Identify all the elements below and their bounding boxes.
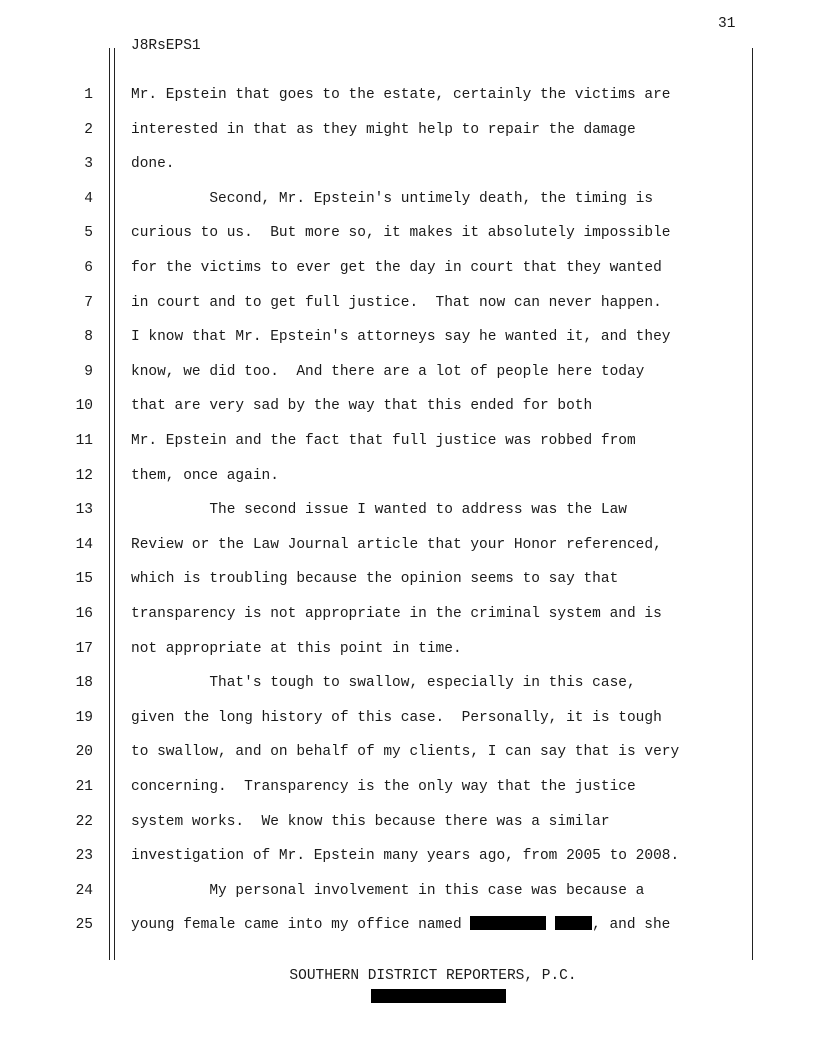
line-number: 20 bbox=[75, 744, 93, 761]
transcript-line: transparency is not appropriate in the criminal system and is bbox=[131, 606, 662, 622]
line-number: 7 bbox=[84, 294, 93, 311]
line-number: 23 bbox=[75, 848, 93, 865]
line-number: 3 bbox=[84, 156, 93, 173]
redaction-block bbox=[371, 989, 506, 1003]
line-number: 8 bbox=[84, 329, 93, 346]
transcript-line: to swallow, and on behalf of my clients, I can say that is very bbox=[131, 744, 680, 761]
margin-rule-left-inner bbox=[114, 48, 115, 960]
transcript-line: for the victims to ever get the day in court that they wanted bbox=[131, 260, 662, 276]
line-number: 22 bbox=[75, 813, 93, 830]
transcript-line: interested in that as they might help to repair the damage bbox=[131, 121, 636, 138]
line-number: 24 bbox=[75, 882, 93, 899]
transcript-line: curious to us. But more so, it makes it absolutely impossible bbox=[131, 225, 671, 242]
line-number: 14 bbox=[75, 536, 93, 553]
line-number: 25 bbox=[75, 917, 93, 934]
redaction-block bbox=[555, 916, 592, 930]
transcript-line: Second, Mr. Epstein's untimely death, the timing is bbox=[131, 190, 654, 207]
line-number: 5 bbox=[84, 225, 93, 242]
line-text-after: , and she bbox=[592, 917, 671, 934]
line-number: 11 bbox=[75, 433, 93, 449]
transcript-line: Mr. Epstein and the fact that full justice was robbed from bbox=[131, 433, 636, 449]
transcript-line: concerning. Transparency is the only way that the justice bbox=[131, 779, 636, 795]
transcript-line: Review or the Law Journal article that your Honor referenced, bbox=[131, 536, 662, 553]
line-text-before: young female came into my office named bbox=[131, 917, 471, 934]
transcript-line: I know that Mr. Epstein's attorneys say he wanted it, and they bbox=[131, 329, 671, 346]
line-number: 21 bbox=[75, 779, 93, 795]
line-number: 10 bbox=[75, 398, 93, 415]
redaction-block bbox=[470, 916, 546, 930]
line-number: 16 bbox=[75, 606, 93, 622]
line-number: 19 bbox=[75, 709, 93, 726]
transcript-line: That's tough to swallow, especially in this case, bbox=[131, 675, 636, 692]
transcript-line: in court and to get full justice. That now can never happen. bbox=[131, 294, 662, 311]
transcript-line: not appropriate at this point in time. bbox=[131, 640, 462, 657]
transcript-line: given the long history of this case. Personally, it is tough bbox=[131, 709, 662, 726]
line-text-between bbox=[546, 917, 555, 933]
transcript-line: My personal involvement in this case was because a bbox=[131, 882, 645, 899]
transcript-line: investigation of Mr. Epstein many years ago, from 2005 to 2008. bbox=[131, 848, 680, 865]
line-number: 13 bbox=[75, 502, 93, 519]
line-number: 4 bbox=[84, 190, 93, 207]
transcript-line: know, we did too. And there are a lot of people here today bbox=[131, 363, 645, 380]
transcript-line: done. bbox=[131, 156, 175, 173]
line-number: 6 bbox=[84, 260, 93, 276]
line-number: 15 bbox=[75, 571, 93, 588]
line-number: 1 bbox=[84, 87, 93, 103]
transcript-line bbox=[131, 915, 670, 935]
margin-rule-left-outer bbox=[109, 48, 110, 960]
line-number: 2 bbox=[84, 121, 93, 138]
case-id: J8RsEPS1 bbox=[131, 38, 201, 54]
page-number: 31 bbox=[718, 16, 736, 32]
transcript-line: which is troubling because the opinion seems to say that bbox=[131, 571, 619, 588]
transcript-line: system works. We know this because there was a similar bbox=[131, 813, 610, 830]
transcript-line: The second issue I wanted to address was the Law bbox=[131, 502, 627, 519]
reporter-footer: SOUTHERN DISTRICT REPORTERS, P.C. bbox=[289, 968, 577, 984]
line-number: 12 bbox=[75, 467, 93, 484]
transcript-line: that are very sad by the way that this ended for both bbox=[131, 398, 593, 415]
transcript-line: Mr. Epstein that goes to the estate, certainly the victims are bbox=[131, 87, 671, 103]
transcript-line: them, once again. bbox=[131, 467, 279, 484]
margin-rule-right bbox=[752, 48, 753, 960]
line-number: 9 bbox=[84, 363, 93, 380]
line-number: 17 bbox=[75, 640, 93, 657]
line-number: 18 bbox=[75, 675, 93, 692]
